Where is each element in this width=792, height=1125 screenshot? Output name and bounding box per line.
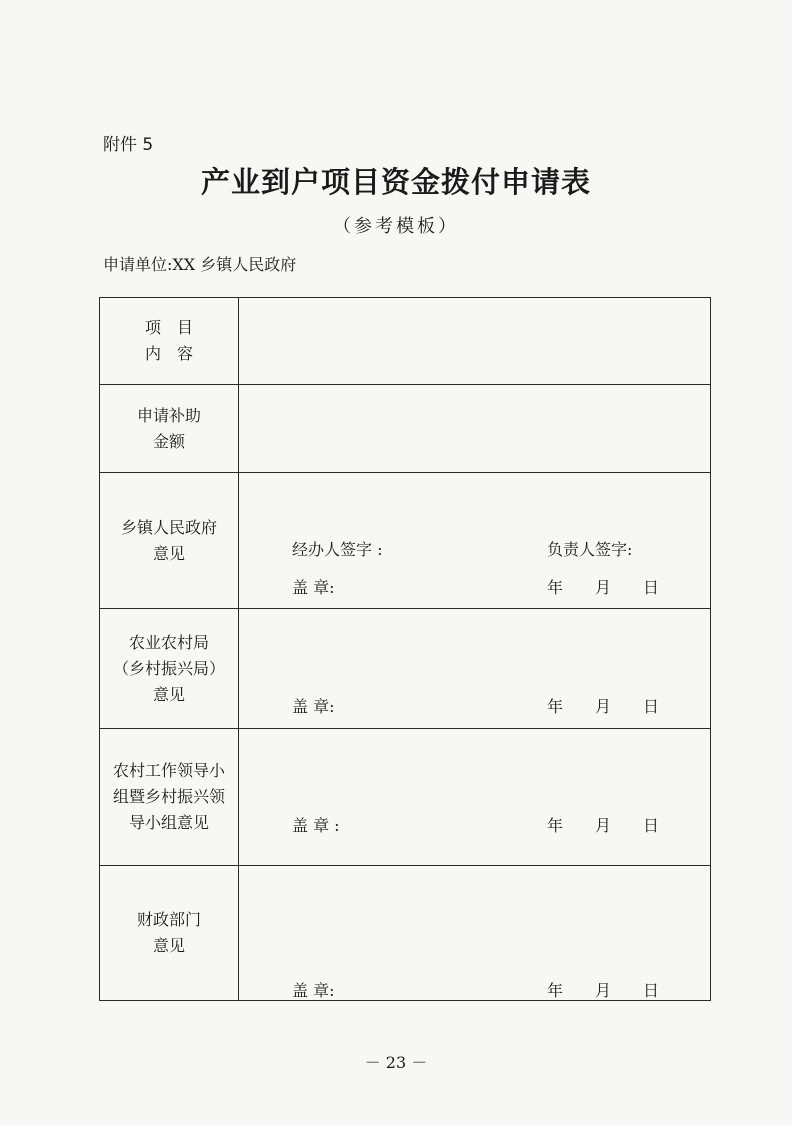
label-line: 农业农村局 — [128, 632, 209, 652]
township-opinion-label — [100, 473, 239, 609]
project-content-field[interactable] — [239, 298, 711, 385]
date-label: 年 月 日 — [547, 981, 660, 1000]
label-line: 意见 — [152, 936, 185, 955]
row-project-content — [100, 298, 711, 385]
form-subtitle: （参考模板） — [333, 216, 459, 237]
label-line: 意见 — [152, 543, 185, 563]
application-form-table — [99, 297, 711, 1001]
label-line: 组暨乡村振兴领 — [112, 787, 225, 806]
row-township-opinion — [100, 473, 711, 609]
label-line: 乡镇人民政府 — [120, 517, 217, 537]
seal-label: 盖 章: — [292, 981, 335, 1000]
row-leading-group-opinion — [100, 729, 711, 866]
leading-group-opinion-field[interactable] — [239, 729, 711, 866]
leading-group-opinion-label — [100, 729, 239, 866]
handler-signature-label: 经办人签字 : — [292, 540, 383, 559]
subsidy-amount-field[interactable] — [239, 385, 711, 473]
label-line: 金额 — [152, 431, 185, 451]
agriculture-bureau-opinion-field[interactable] — [239, 609, 711, 729]
subsidy-amount-label — [100, 385, 239, 473]
label-line: 导小组意见 — [128, 813, 209, 832]
applicant-unit: 申请单位:XX 乡镇人民政府 — [103, 255, 297, 274]
date-label: 年 月 日 — [547, 697, 660, 716]
row-finance-opinion — [100, 866, 711, 1001]
seal-label: 盖 章 : — [292, 816, 340, 835]
page-number: － 23 － — [364, 1053, 428, 1072]
row-agriculture-bureau-opinion — [100, 609, 711, 729]
label-line: （乡村振兴局） — [112, 658, 225, 678]
finance-opinion-field[interactable] — [239, 866, 711, 1001]
leader-signature-label: 负责人签字: — [547, 540, 633, 559]
label-line: 申请补助 — [136, 405, 201, 425]
agriculture-bureau-opinion-label — [100, 609, 239, 729]
project-content-label — [100, 298, 239, 385]
label-line: 意见 — [152, 684, 185, 704]
row-subsidy-amount — [100, 385, 711, 473]
date-label: 年 月 日 — [547, 816, 660, 835]
form-title: 产业到户项目资金拨付申请表 — [200, 165, 591, 199]
township-opinion-field[interactable] — [239, 473, 711, 609]
seal-label: 盖 章: — [292, 578, 335, 597]
label-line: 财政部门 — [136, 910, 201, 929]
finance-opinion-label — [100, 866, 239, 1001]
annex-label: 附件 5 — [103, 135, 154, 155]
seal-label: 盖 章: — [292, 697, 335, 716]
label-line: 内 容 — [144, 344, 193, 363]
label-line: 项 目 — [144, 318, 193, 337]
date-label: 年 月 日 — [547, 578, 660, 597]
label-line: 农村工作领导小 — [112, 761, 225, 780]
